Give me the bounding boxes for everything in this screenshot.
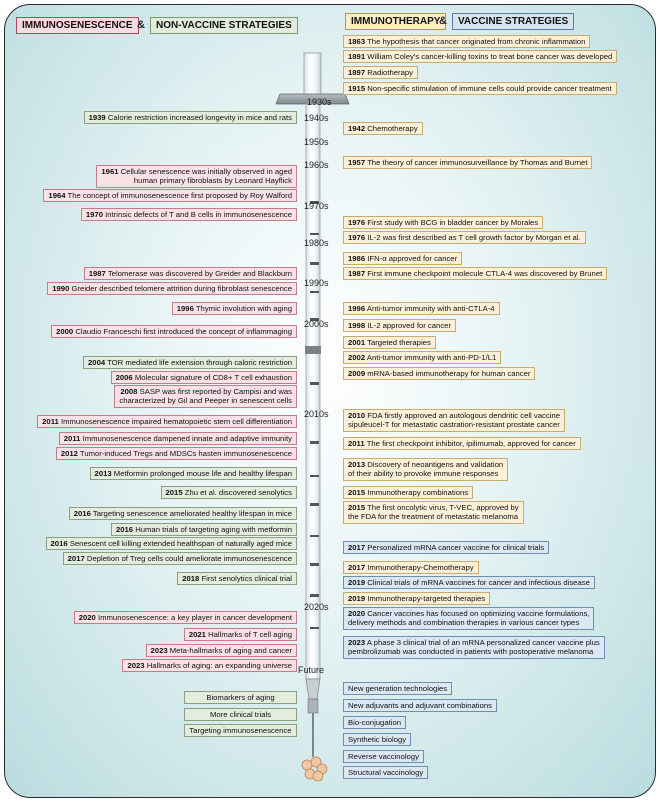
event-year: 1915 (348, 84, 366, 93)
event-year: 1964 (48, 191, 66, 200)
event-year: 1996 (348, 304, 366, 313)
event-text: Human trials of targeting aging with metformin (135, 525, 292, 534)
right-event-2023 (343, 636, 605, 659)
event-text: Immunosenescence: a key player in cancer development (97, 613, 292, 622)
right-event-1942 (343, 122, 423, 135)
right-event-1987 (343, 267, 607, 280)
event-text: Tumor-induced Tregs and MDSCs hasten immunosenescence (79, 449, 292, 458)
decade-label-future: Future (298, 665, 325, 675)
left-event-2006 (111, 371, 297, 384)
decade-label-2010s: 2010s (304, 409, 329, 419)
right-event-1996 (343, 302, 500, 315)
event-year: 2019 (348, 578, 366, 587)
right-event-2011 (343, 437, 581, 450)
event-year: 2020 (78, 613, 96, 622)
event-text-continued: of their ability to provoke immune responses (348, 469, 499, 479)
event-text: Hallmarks of T cell aging (208, 630, 292, 639)
decade-label-1940s: 1940s (304, 113, 329, 123)
future-right-item: Bio-conjugation (343, 716, 406, 729)
right-event-1976 (343, 216, 543, 229)
event-year: 2015 (165, 488, 183, 497)
event-text: The theory of cancer immunosurveillance by Thomas and Burnet (367, 158, 588, 167)
event-year: 1990 (52, 284, 70, 293)
decade-label-1930s: 1930s (307, 97, 332, 107)
event-year: 2023 (150, 646, 168, 655)
event-text: William Coley's cancer-killing toxins to treat bone cancer was developed (367, 52, 613, 61)
event-text: Calorie restriction increased longevity in mice and rats (107, 113, 292, 122)
event-text: A phase 3 clinical trial of an mRNA personalized cancer vaccine plus (366, 638, 600, 647)
event-text: Personalized mRNA cancer vaccine for clinical trials (367, 543, 545, 552)
right-event-1915 (343, 82, 617, 95)
header-non-vaccine-strategies: NON-VACCINE STRATEGIES (150, 17, 298, 34)
event-text: The first checkpoint inhibitor, ipilimumab, approved for cancer (366, 439, 576, 448)
event-text: Targeting senescence ameliorated healthy lifespan in mice (92, 509, 292, 518)
event-year: 2006 (115, 373, 133, 382)
event-text: Meta-hallmarks of aging and cancer (169, 646, 292, 655)
left-event-2016 (69, 507, 297, 520)
left-event-2016 (46, 537, 297, 550)
event-year: 2019 (348, 594, 366, 603)
future-right-item: Reverse vaccinology (343, 750, 424, 763)
left-event-1961 (96, 165, 297, 188)
left-event-2000 (51, 325, 297, 338)
plunger-rod (304, 53, 321, 97)
event-year: 1976 (348, 218, 366, 227)
event-year: 1986 (348, 254, 366, 263)
event-year: 2021 (188, 630, 206, 639)
event-text: Radiotherapy (367, 68, 413, 77)
event-text: IL-2 approved for cancer (367, 321, 452, 330)
event-text: Claudio Franceschi first introduced the concept of inflammaging (75, 327, 292, 336)
event-text: The concept of immunosenescence first proposed by Roy Walford (67, 191, 292, 200)
left-event-2018 (177, 572, 297, 585)
event-text-continued: characterized by Gil and Peeper in senescent cells (119, 396, 292, 406)
event-year: 2011 (63, 434, 81, 443)
event-year: 1957 (348, 158, 366, 167)
event-year: 1987 (88, 269, 106, 278)
event-text: IL-2 was first described as T cell growth factor by Morgan et al. (367, 233, 581, 242)
event-text: First senolytics clinical trial (201, 574, 292, 583)
event-year: 1998 (348, 321, 366, 330)
event-year: 1976 (348, 233, 366, 242)
event-year: 2020 (348, 609, 366, 618)
event-year: 2013 (348, 460, 366, 469)
event-text: FDA firstly approved an autologous dendritic cell vaccine (367, 411, 560, 420)
event-year: 2008 (120, 387, 138, 396)
right-event-2001 (343, 336, 436, 349)
right-event-1897 (343, 66, 418, 79)
event-year: 2016 (73, 509, 91, 518)
left-event-2023 (122, 659, 297, 672)
header-right-ampersand: & (439, 15, 447, 27)
right-event-1976 (343, 231, 586, 244)
event-text: The first oncolytic virus, T-VEC, approved by (367, 503, 519, 512)
right-event-1891 (343, 50, 617, 63)
header-vaccine-strategies: VACCINE STRATEGIES (452, 13, 574, 30)
event-text: Anti-tumor immunity with anti-PD-1/L1 (366, 353, 497, 362)
event-text: Clinical trials of mRNA vaccines for cancer and infectious disease (367, 578, 590, 587)
event-year: 2015 (348, 488, 366, 497)
event-text: IFN-α approved for cancer (367, 254, 458, 263)
left-event-1987 (84, 267, 297, 280)
event-year: 2011 (42, 417, 59, 426)
event-year: 1891 (348, 52, 366, 61)
event-year: 2001 (348, 338, 366, 347)
event-year: 2017 (67, 554, 85, 563)
event-text: Thymic involution with aging (195, 304, 292, 313)
plunger-stopper (305, 346, 321, 354)
event-text: Metformin prolonged mouse life and healthy lifespan (113, 469, 292, 478)
event-text: Discovery of neoantigens and validation (367, 460, 504, 469)
decade-label-1960s: 1960s (304, 160, 329, 170)
event-year: 1987 (348, 269, 366, 278)
event-year: 2004 (88, 358, 106, 367)
event-text: Molecular signature of CD8+ T cell exhaustion (134, 373, 292, 382)
left-event-1970 (81, 208, 297, 221)
event-year: 2023 (348, 638, 366, 647)
event-text: The hypothesis that cancer originated from chronic inflammation (367, 37, 586, 46)
left-event-2021 (184, 628, 297, 641)
header-immunosenescence: IMMUNOSENESCENCE (16, 17, 139, 34)
right-event-2015 (343, 501, 524, 524)
event-text: Senescent cell killing extended healthspan of naturally aged mice (69, 539, 292, 548)
event-year: 2023 (127, 661, 145, 670)
header-immunotherapy: IMMUNOTHERAPY (345, 13, 446, 30)
event-text: Immunosenescence dampened innate and adaptive immunity (82, 434, 292, 443)
event-text: Telomerase was discovered by Greider and Blackburn (107, 269, 292, 278)
event-text: Greider described telomere attrition during fibroblast senescence (71, 284, 292, 293)
left-event-2012 (56, 447, 297, 460)
event-text: SASP was first reported by Campisi and was (139, 387, 292, 396)
event-text-continued: pembrolizumab was conducted in patients with postoperative melanoma (348, 647, 594, 657)
right-event-1998 (343, 319, 456, 332)
event-text: Intrinsic defects of T and B cells in immunosenescence (105, 210, 292, 219)
event-text: Zhu et al. discovered senolytics (184, 488, 292, 497)
right-event-2017 (343, 561, 479, 574)
event-text: First immune checkpoint molecule CTLA-4 was discovered by Brunet (367, 269, 603, 278)
event-year: 1996 (176, 304, 194, 313)
event-text: Hallmarks of aging: an expanding universe (146, 661, 292, 670)
event-year: 1961 (101, 167, 119, 176)
event-text: Targeted therapies (367, 338, 431, 347)
event-year: 2002 (348, 353, 366, 362)
event-text: Non-specific stimulation of immune cells could provide cancer treatment (367, 84, 612, 93)
event-year: 2012 (60, 449, 78, 458)
right-event-1986 (343, 252, 462, 265)
event-year: 2016 (115, 525, 134, 534)
event-text: Chemotherapy (367, 124, 418, 133)
decade-label-1970s: 1970s (304, 201, 329, 211)
left-event-2011 (59, 432, 297, 445)
event-text-continued: human primary fibroblasts by Leonard Hayflick (133, 176, 292, 186)
event-year: 2015 (348, 503, 366, 512)
event-year: 2011 (348, 439, 365, 448)
decade-label-1990s: 1990s (304, 278, 329, 288)
header-left-ampersand: & (137, 19, 145, 31)
future-right-item: Synthetic biology (343, 733, 411, 746)
right-event-2015 (343, 486, 473, 499)
event-text: Immunosenescence impaired hematopoietic stem cell differentiation (60, 417, 292, 426)
event-text: mRNA-based immunotherapy for human cancer (367, 369, 531, 378)
event-year: 2017 (348, 543, 366, 552)
syringe-barrel (306, 104, 320, 679)
left-event-1964 (43, 189, 297, 202)
decade-label-1980s: 1980s (304, 238, 329, 248)
left-event-1996 (172, 302, 297, 315)
future-right-item: New generation technologies (343, 682, 452, 695)
right-event-2019 (343, 592, 490, 605)
event-text: TOR mediated life extension through caloric restriction (107, 358, 292, 367)
event-text-continued: the FDA for the treatment of metastatic melanoma (348, 512, 519, 522)
event-year: 2010 (348, 411, 366, 420)
event-text: First study with BCG in bladder cancer by Morales (367, 218, 539, 227)
event-year: 1939 (88, 113, 106, 122)
left-event-2020 (74, 611, 297, 624)
needle-hub (308, 699, 318, 713)
timeline-figure (4, 4, 656, 798)
future-right-item: Structural vaccinology (343, 766, 428, 779)
left-event-2023 (146, 644, 297, 657)
event-year: 1863 (348, 37, 366, 46)
left-event-2004 (83, 356, 297, 369)
left-event-2008 (114, 385, 297, 408)
left-event-2013 (90, 467, 297, 480)
future-right-item: New adjuvants and adjuvant combinations (343, 699, 497, 712)
right-event-2020 (343, 607, 594, 630)
event-year: 2013 (94, 469, 112, 478)
decade-label-1950s: 1950s (304, 137, 329, 147)
left-event-1990 (47, 282, 297, 295)
event-text: Cancer vaccines has focused on optimizing vaccine formulations, (367, 609, 590, 618)
right-event-1957 (343, 156, 592, 169)
event-year: 2009 (348, 369, 366, 378)
event-year: 2000 (56, 327, 74, 336)
right-event-2019 (343, 576, 595, 589)
right-event-2017 (343, 541, 549, 554)
event-year: 2016 (50, 539, 68, 548)
event-year: 1942 (348, 124, 366, 133)
event-year: 1970 (85, 210, 103, 219)
right-event-2009 (343, 367, 535, 380)
syringe-tip (306, 679, 320, 699)
future-left-item: Biomarkers of aging (184, 691, 297, 704)
event-text: Immunotherapy-Chemotherapy (367, 563, 474, 572)
right-event-2013 (343, 458, 508, 481)
decade-label-2000s: 2000s (304, 319, 329, 329)
right-event-1863 (343, 35, 590, 48)
event-text: Immunotherapy combinations (367, 488, 469, 497)
event-text: Immunotherapy-targeted therapies (367, 594, 486, 603)
event-year: 1897 (348, 68, 366, 77)
left-event-2015 (161, 486, 298, 499)
event-year: 2018 (182, 574, 200, 583)
tumor-cells-icon (302, 757, 327, 781)
future-left-item: More clinical trials (184, 708, 297, 721)
future-left-item: Targeting immunosenescence (184, 724, 297, 737)
event-text: Cellular senescence was initially observed in aged (120, 167, 292, 176)
event-text: Anti-tumor immunity with anti-CTLA-4 (366, 304, 495, 313)
left-event-2017 (63, 552, 297, 565)
event-text-continued: delivery methods and combination therapies in various cancer types (348, 618, 580, 628)
event-text-continued: sipuleucel-T for metastatic castration-resistant prostate cancer (348, 420, 560, 430)
right-event-2002 (343, 351, 501, 364)
left-event-2011 (37, 415, 297, 428)
event-text: Depletion of Treg cells could ameliorate immunosenescence (86, 554, 292, 563)
event-year: 2017 (348, 563, 366, 572)
left-event-2016 (111, 523, 297, 536)
left-event-1939 (84, 111, 297, 124)
right-event-2010 (343, 409, 565, 432)
decade-label-2020s: 2020s (304, 602, 329, 612)
